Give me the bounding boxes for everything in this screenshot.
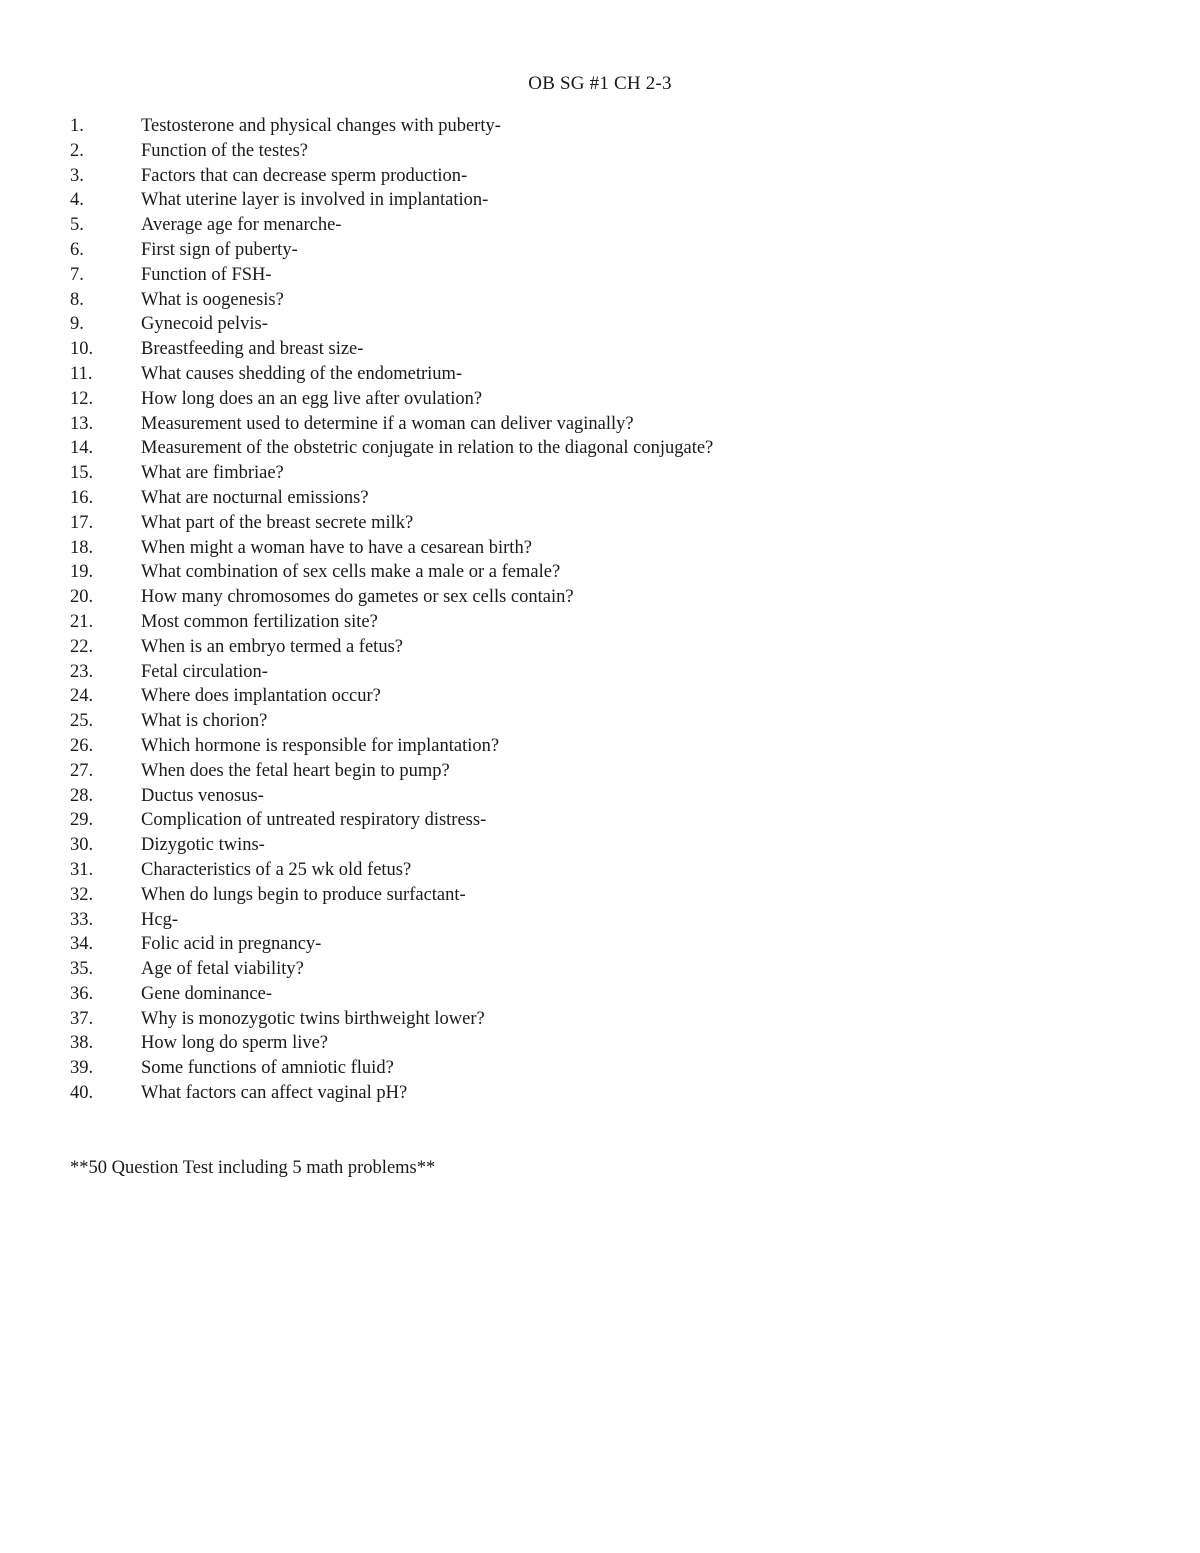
- question-number: 30.: [70, 835, 94, 856]
- question-item: [70, 759, 1130, 784]
- question-number: 16.: [70, 487, 94, 508]
- question-number: 27.: [70, 760, 94, 781]
- question-number: 15.: [70, 463, 94, 484]
- question-item: [70, 1007, 1130, 1032]
- question-text: Hcg-: [141, 909, 178, 930]
- question-number: 31.: [70, 859, 94, 880]
- question-number: 22.: [70, 636, 94, 657]
- question-item: [70, 1056, 1130, 1081]
- question-text: Which hormone is responsible for implantation?: [141, 735, 500, 756]
- question-number: 10.: [70, 339, 94, 360]
- question-item: [70, 635, 1130, 660]
- question-item: [70, 585, 1130, 610]
- question-text: Function of the testes?: [141, 140, 308, 161]
- question-item: [70, 660, 1130, 685]
- question-number: 1.: [70, 116, 84, 136]
- question-number: 4.: [70, 190, 84, 211]
- question-number: 25.: [70, 711, 94, 732]
- question-number: 23.: [70, 661, 94, 682]
- page-title: OB SG #1 CH 2-3: [528, 73, 672, 94]
- question-text: Where does implantation occur?: [141, 686, 381, 707]
- question-number: 13.: [70, 413, 94, 434]
- question-item: [70, 784, 1130, 809]
- question-item: [70, 461, 1130, 486]
- question-text: What is oogenesis?: [141, 289, 284, 310]
- question-text: Folic acid in pregnancy-: [141, 934, 322, 955]
- question-text: Breastfeeding and breast size-: [141, 339, 364, 360]
- question-text: What are nocturnal emissions?: [141, 487, 369, 508]
- question-text: First sign of puberty-: [141, 239, 298, 260]
- question-item: [70, 982, 1130, 1007]
- question-item: [70, 436, 1130, 461]
- question-number: 12.: [70, 388, 94, 409]
- question-text: What factors can affect vaginal pH?: [141, 1083, 408, 1104]
- question-list: [70, 114, 1130, 1106]
- question-item: [70, 536, 1130, 561]
- question-text: When does the fetal heart begin to pump?: [141, 760, 450, 781]
- question-item: [70, 1031, 1130, 1056]
- question-text: What causes shedding of the endometrium-: [141, 363, 463, 384]
- question-number: 24.: [70, 686, 94, 707]
- question-text: Measurement of the obstetric conjugate in relation to the diagonal conjugate?: [141, 438, 714, 459]
- question-item: [70, 337, 1130, 362]
- question-item: [70, 833, 1130, 858]
- question-number: 20.: [70, 587, 94, 608]
- question-text: Gynecoid pelvis-: [141, 314, 268, 335]
- question-number: 26.: [70, 735, 94, 756]
- question-item: [70, 858, 1130, 883]
- question-text: Characteristics of a 25 wk old fetus?: [141, 859, 412, 880]
- question-text: Some functions of amniotic fluid?: [141, 1058, 394, 1079]
- question-number: 11.: [70, 363, 93, 384]
- question-item: [70, 908, 1130, 933]
- question-item: [70, 808, 1130, 833]
- question-number: 5.: [70, 215, 84, 236]
- question-item: [70, 164, 1130, 189]
- question-item: [70, 560, 1130, 585]
- question-text: Ductus venosus-: [141, 785, 264, 806]
- question-item: [70, 288, 1130, 313]
- question-text: How long does an an egg live after ovulation?: [141, 388, 483, 409]
- question-item: [70, 412, 1130, 437]
- question-text: Measurement used to determine if a woman can deliver vaginally?: [141, 413, 634, 434]
- question-item: [70, 362, 1130, 387]
- question-number: 33.: [70, 909, 94, 930]
- question-number: 28.: [70, 785, 94, 806]
- question-text: How many chromosomes do gametes or sex cells contain?: [141, 587, 574, 608]
- question-item: [70, 511, 1130, 536]
- question-number: 14.: [70, 438, 94, 459]
- question-number: 7.: [70, 264, 84, 285]
- question-number: 6.: [70, 239, 84, 260]
- question-item: [70, 387, 1130, 412]
- question-item: [70, 684, 1130, 709]
- question-text: Gene dominance-: [141, 983, 272, 1004]
- question-text: Why is monozygotic twins birthweight lower?: [141, 1008, 485, 1029]
- question-text: Most common fertilization site?: [141, 611, 378, 632]
- question-number: 39.: [70, 1058, 94, 1079]
- question-item: [70, 957, 1130, 982]
- question-number: 36.: [70, 983, 94, 1004]
- question-text: What is chorion?: [141, 711, 268, 732]
- question-item: [70, 312, 1130, 337]
- question-number: 38.: [70, 1033, 94, 1054]
- question-text: What uterine layer is involved in implantation-: [141, 190, 489, 211]
- question-number: 3.: [70, 165, 84, 186]
- question-number: 9.: [70, 314, 84, 335]
- question-number: 19.: [70, 562, 94, 583]
- question-text: When do lungs begin to produce surfactant-: [141, 884, 466, 905]
- question-number: 18.: [70, 537, 94, 558]
- question-number: 8.: [70, 289, 84, 310]
- question-item: [70, 139, 1130, 164]
- question-item: [70, 188, 1130, 213]
- question-item: [70, 883, 1130, 908]
- question-text: What combination of sex cells make a male or a female?: [141, 562, 561, 583]
- question-number: 32.: [70, 884, 94, 905]
- footer-note: **50 Question Test including 5 math problems**: [70, 1158, 436, 1178]
- question-number: 34.: [70, 934, 94, 955]
- question-text: Age of fetal viability?: [141, 959, 304, 980]
- question-item: [70, 213, 1130, 238]
- question-item: [70, 1081, 1130, 1106]
- question-text: Function of FSH-: [141, 264, 272, 285]
- question-text: Fetal circulation-: [141, 661, 268, 682]
- question-item: [70, 238, 1130, 263]
- question-text: When is an embryo termed a fetus?: [141, 636, 403, 657]
- question-text: How long do sperm live?: [141, 1033, 329, 1054]
- question-number: 37.: [70, 1008, 94, 1029]
- question-item: [70, 610, 1130, 635]
- question-item: [70, 486, 1130, 511]
- question-text: Dizygotic twins-: [141, 835, 265, 856]
- question-text: Complication of untreated respiratory distress-: [141, 810, 487, 831]
- question-number: 17.: [70, 512, 94, 533]
- question-number: 40.: [70, 1083, 94, 1104]
- question-item: [70, 114, 1130, 139]
- question-number: 2.: [70, 140, 84, 161]
- question-text: What are fimbriae?: [141, 463, 284, 484]
- question-text: When might a woman have to have a cesarean birth?: [141, 537, 532, 558]
- question-text: Testosterone and physical changes with puberty-: [141, 116, 501, 136]
- question-item: [70, 734, 1130, 759]
- question-item: [70, 709, 1130, 734]
- question-number: 29.: [70, 810, 94, 831]
- question-number: 35.: [70, 959, 94, 980]
- question-item: [70, 932, 1130, 957]
- question-text: Average age for menarche-: [141, 215, 342, 236]
- question-text: Factors that can decrease sperm production-: [141, 165, 468, 186]
- question-number: 21.: [70, 611, 94, 632]
- question-item: [70, 263, 1130, 288]
- question-text: What part of the breast secrete milk?: [141, 512, 414, 533]
